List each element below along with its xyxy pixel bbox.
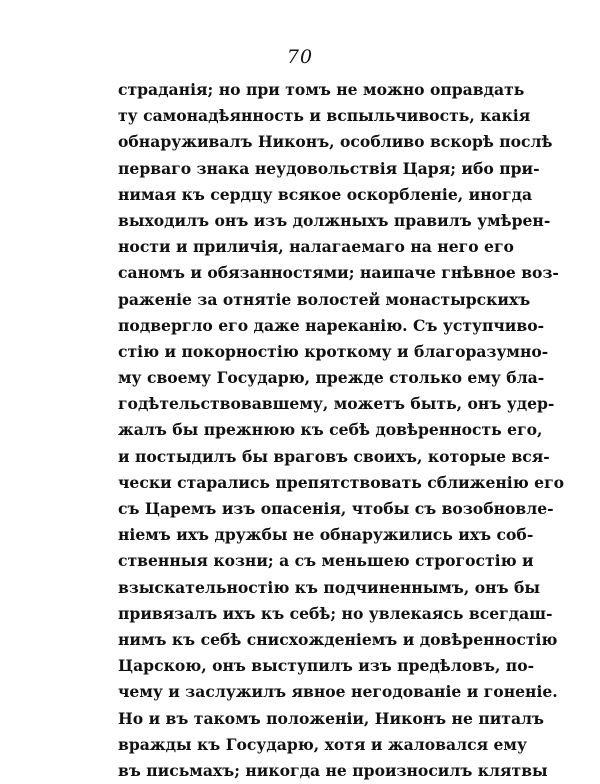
text-line: вражды къ Государю, хотя и жаловался ему [118,734,527,754]
text-line: ту самонадѣянность и вспыльчивость, какія [118,106,531,126]
text-line: саномъ и обязанностями; наипаче гнѣвное воз- [118,263,559,283]
text-line: выходилъ онъ изъ должныхъ правилъ умѣрен- [118,210,551,230]
text-line: нимая къ сердцу всякое оскорбленіе, иногда [118,184,533,204]
text-line: взыскательностію къ подчиненнымъ, онъ бы [118,577,540,597]
text-line: обнаруживалъ Никонъ, особливо вскорѣ послѣ [118,132,553,152]
text-line: стію и покорностію кроткому и благоразумно- [118,341,549,361]
text-line: Царскою, онъ выступилъ изъ предѣловъ, по- [118,656,535,676]
text-line: привязалъ ихъ къ себѣ; но увлекаясь всегдаш- [118,603,553,623]
page-number: 70 [286,46,314,68]
text-line: ніемъ ихъ дружбы не обнаружились ихъ соб- [118,525,534,545]
text-line: раженіе за отнятіе волостей монастырскихъ [118,289,531,309]
text-line: перваго знака неудовольствія Царя; ибо при- [118,158,540,178]
text-line: страданія; но при томъ не можно оправдать [118,80,525,99]
text-line: Но и въ такомъ положеніи, Никонъ не питалъ [118,708,545,728]
text-line: му своему Государю, прежде столько ему бла- [118,368,545,388]
text-line: нимъ къ себѣ снисхожденіемъ и довѣренностію [118,629,558,649]
text-line: подвергло его даже нареканію. Съ уступчиво- [118,315,545,335]
text-line: чему и заслужилъ явное негодованіе и гоненіе. [118,682,558,702]
text-line: чески старались препятствовать сближенію его [118,472,565,492]
text-line: въ письмахъ; никогда не произносилъ клятвы [118,760,548,780]
text-line: ности и приличія, налагаемаго на него его [118,237,514,257]
text-line: и постыдилъ бы враговъ своихъ, которые вся- [118,446,550,466]
body-text [118,77,565,784]
text-line: годѣтельствовавшему, можетъ быть, онъ удер- [118,394,555,414]
text-line: ственныя козни; а съ меньшею строгостію и [118,551,534,571]
text-line: съ Царемъ изъ опасенія, чтобы съ возобновле- [118,499,554,518]
text-line: жалъ бы прежнюю къ себѣ довѣренность его, [118,420,543,440]
